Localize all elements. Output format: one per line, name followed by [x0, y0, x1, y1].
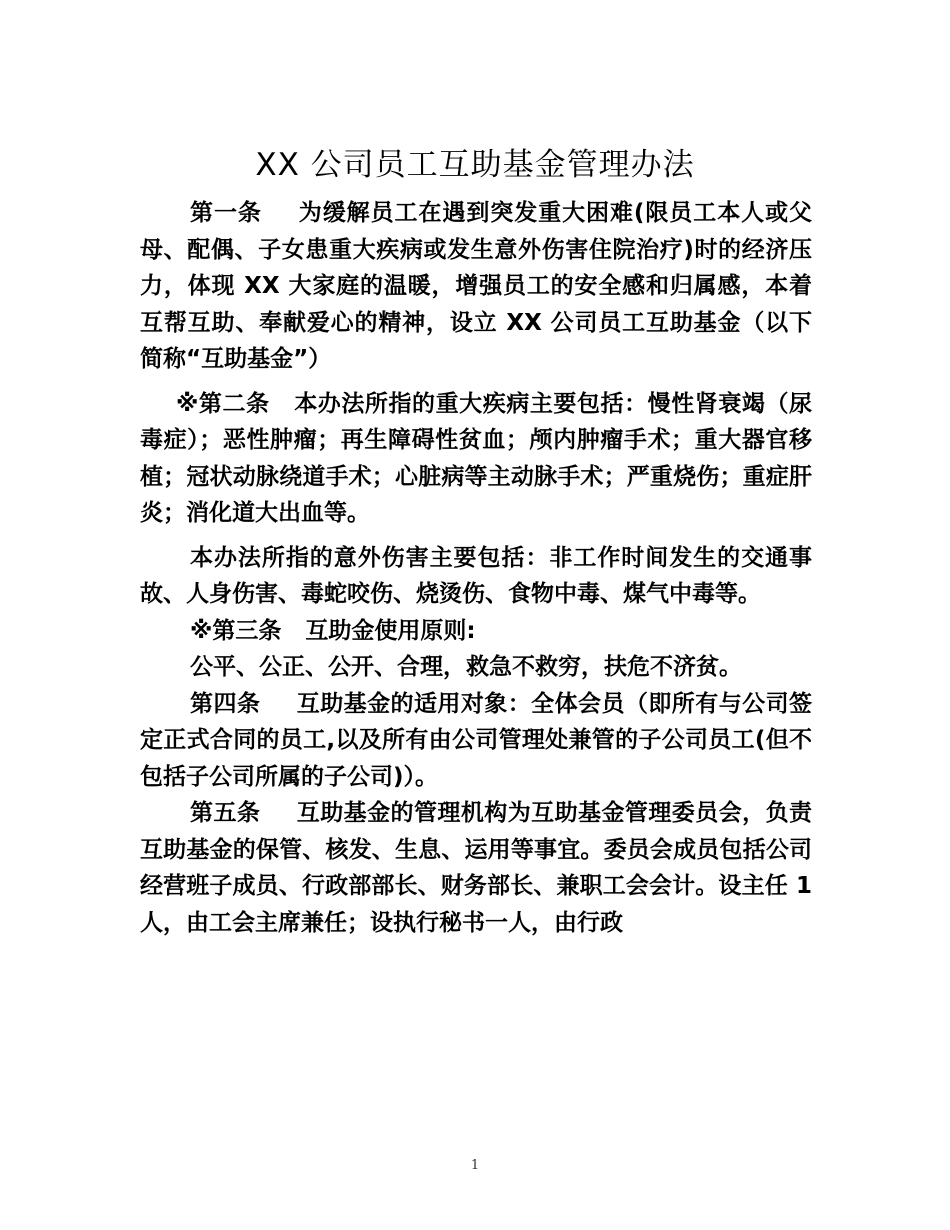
article-text: 为缓解员工在遇到突发重大困难(限员工本人或父母、配偶、子女患重大疾病或发生意外伤害住院治疗)时的经济压力，体现 XX 大家庭的温暖，增强员工的安全感和归属感，本着互帮互助、奉献爱心的精神，设立 XX 公司员工互助基金（以下简称“互助基金”）	[140, 200, 813, 372]
article-4	[140, 686, 812, 796]
document-body	[140, 195, 812, 941]
article-3	[140, 613, 812, 650]
article-1	[140, 195, 812, 378]
paragraph-text: 公平、公正、公开、合理，救急不救穷，扶危不济贫。	[190, 654, 742, 680]
article-label: 第五条	[190, 800, 261, 826]
article-text: 本办法所指的重大疾病主要包括：慢性肾衰竭（尿毒症）；恶性肿瘤；再生障碍性贫血；颅内肿瘤手术；重大器官移植；冠状动脉绕道手术；心脏病等主动脉手术；严重烧伤；重症肝炎；消化道大出血等。	[140, 390, 812, 526]
article-text: 互助金使用原则:	[305, 617, 476, 644]
article-label: 第一条	[190, 200, 262, 226]
article-label: 第四条	[190, 690, 261, 717]
paragraph-accident-definition	[140, 540, 812, 613]
paragraph-text: 本办法所指的意外伤害主要包括：非工作时间发生的交通事故、人身伤害、毒蛇咬伤、烧烫伤、食物中毒、煤气中毒等。	[140, 544, 812, 607]
article-text: 互助基金的适用对象：全体会员（即所有与公司签定正式合同的员工,以及所有由公司管理处兼管的子公司员工(但不包括子公司所属的子公司)）。	[140, 690, 813, 790]
article-text: 互助基金的管理机构为互助基金管理委员会，负责互助基金的保管、核发、生息、运用等事宜。委员会成员包括公司经营班子成员、行政部部长、财务部长、兼职工会会计。设主任 1 人，由工会主席兼任；设执行秘书一人，由行政	[140, 800, 813, 936]
article-label: ※第二条	[176, 390, 270, 417]
article-5	[140, 795, 812, 941]
page-number: 1	[470, 1158, 480, 1173]
document-title: XX 公司员工互助基金管理办法	[255, 147, 695, 183]
article-label: ※第三条	[190, 617, 282, 644]
article-2	[140, 386, 812, 532]
paragraph-principles	[140, 649, 812, 686]
